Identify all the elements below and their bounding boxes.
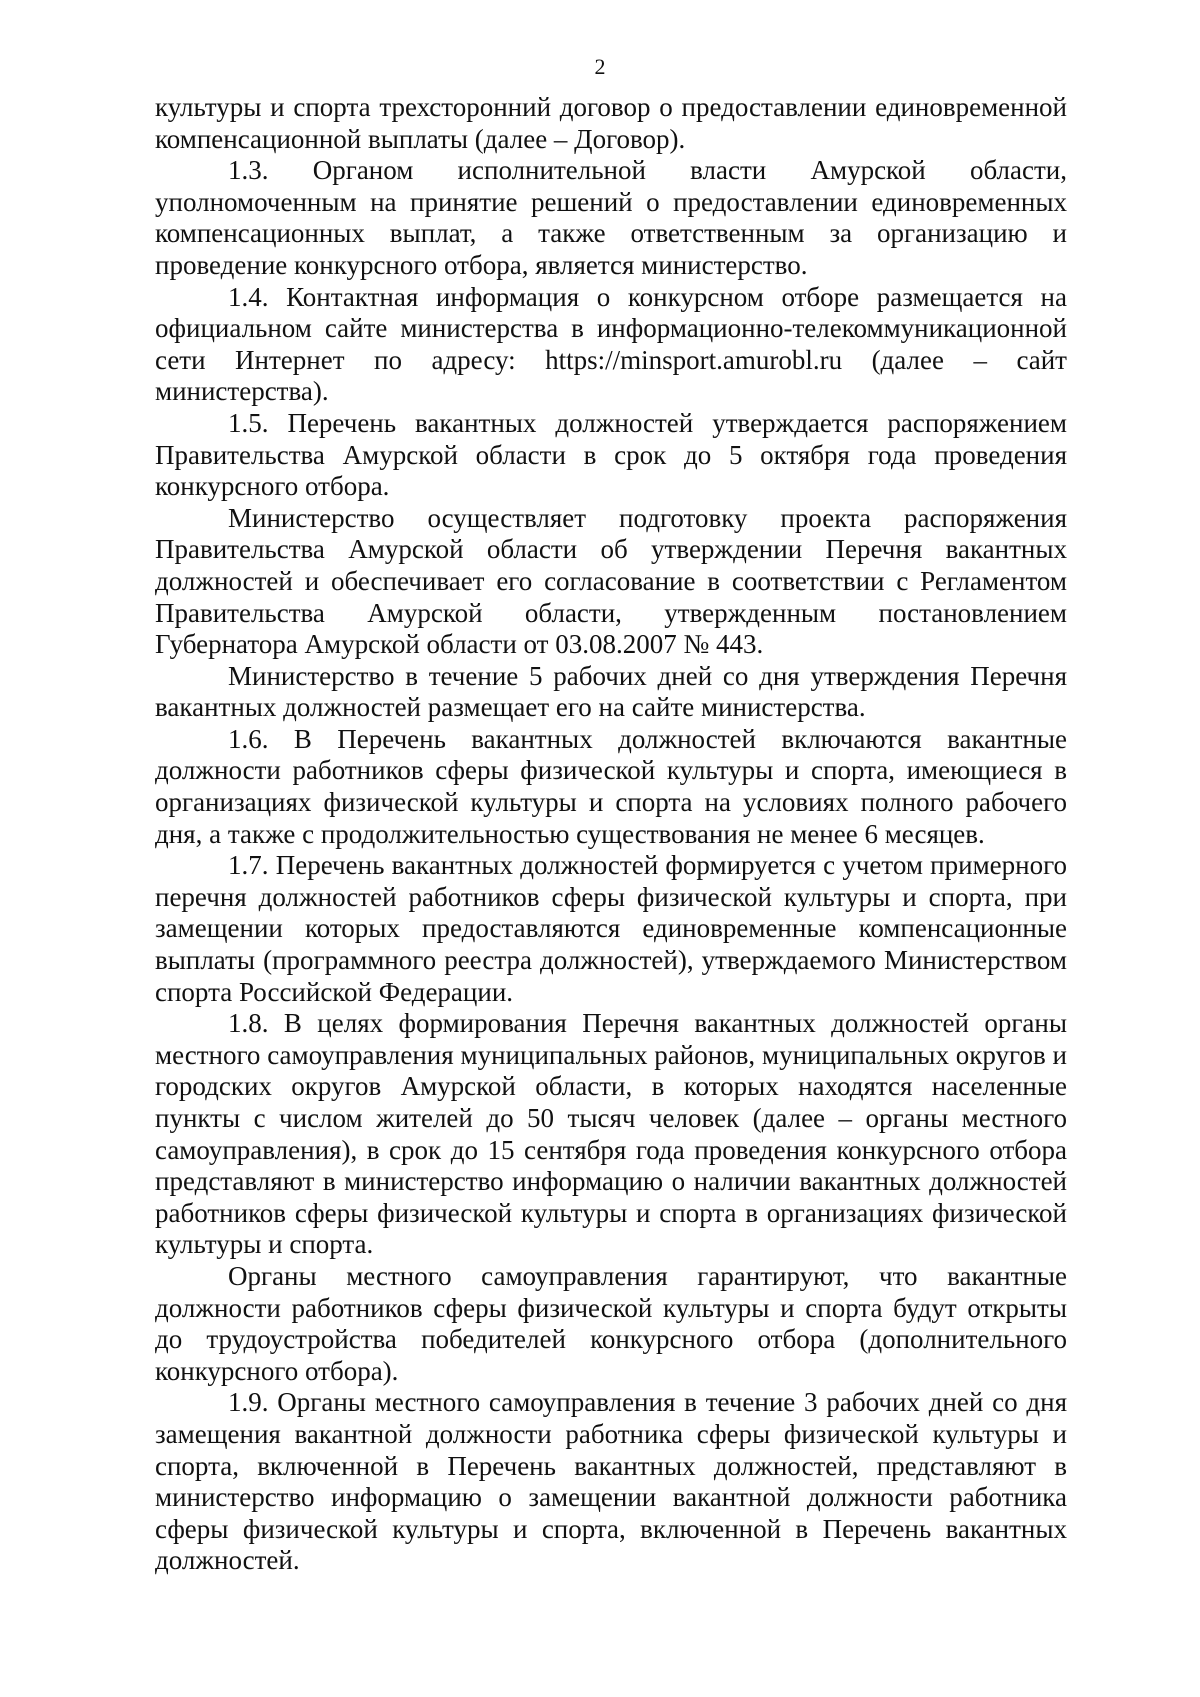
paragraph-1-4: 1.4. Контактная информация о конкурсном отборе размещается на официальном сайте министерства в информационно-телекоммуникационной сети Интернет по адресу: https://minsport.amurobl.ru (далее – сайт министерства). <box>155 281 1067 407</box>
paragraph-1-7: 1.7. Перечень вакантных должностей формируется с учетом примерного перечня должностей работников сферы физической культуры и спорта, при замещении которых предоставляются единовременные компенсационные выплаты (программного реестра должностей), утверждаемого Министерством спорта Российской Федерации. <box>155 850 1067 1007</box>
paragraph-1-6: 1.6. В Перечень вакантных должностей включаются вакантные должности работников сферы физической культуры и спорта, имеющиеся в организациях физической культуры и спорта на условиях полного рабочего дня, а также с продолжительностью существования не менее 6 месяцев. <box>155 723 1067 849</box>
paragraph-1-3: 1.3. Органом исполнительной власти Амурской области, уполномоченным на принятие решений о предоставлении единовременных компенсационных выплат, а также ответственным за организацию и проведение конкурсного отбора, является министерство. <box>155 155 1067 280</box>
paragraph-1-5-ministry-publish: Министерство в течение 5 рабочих дней со дня утверждения Перечня вакантных должностей размещает его на сайте министерства. <box>155 660 1067 723</box>
paragraph-1-8-guarantee: Органы местного самоуправления гарантируют, что вакантные должности работников сферы физической культуры и спорта будут открыты до трудоустройства победителей конкурсного отбора (дополнительного конкурсного отбора). <box>155 1260 1067 1386</box>
paragraph-1-5-ministry-draft: Министерство осуществляет подготовку проекта распоряжения Правительства Амурской области об утверждении Перечня вакантных должностей и обеспечивает его согласование в соответствии с Регламентом Правительства Амурской области, утвержденным постановлением Губернатора Амурской области от 03.08.2007 № 443. <box>155 502 1067 660</box>
paragraph-continuation: культуры и спорта трехсторонний договор о предоставлении единовременной компенсационной выплаты (далее – Договор). <box>155 92 1067 154</box>
page-number: 2 <box>594 54 606 79</box>
paragraph-1-8: 1.8. В целях формирования Перечня вакантных должностей органы местного самоуправления муниципальных районов, муниципальных округов и городских округов Амурской области, в которых находятся населенные пункты с числом жителей до 50 тысяч человек (далее – органы местного самоуправления), в срок до 15 сентября года проведения конкурсного отбора представляют в министерство информацию о наличии вакантных должностей работников сферы физической культуры и спорта в организациях физической культуры и спорта. <box>155 1008 1067 1260</box>
paragraph-1-9: 1.9. Органы местного самоуправления в течение 3 рабочих дней со дня замещения вакантной должности работника сферы физической культуры и спорта, включенной в Перечень вакантных должностей, представляют в министерство информацию о замещении вакантной должности работника сферы физической культуры и спорта, включенной в Перечень вакантных должностей. <box>155 1387 1067 1576</box>
paragraph-1-5: 1.5. Перечень вакантных должностей утверждается распоряжением Правительства Амурской области в срок до 5 октября года проведения конкурсного отбора. <box>155 407 1067 502</box>
document-body <box>155 92 1067 1577</box>
